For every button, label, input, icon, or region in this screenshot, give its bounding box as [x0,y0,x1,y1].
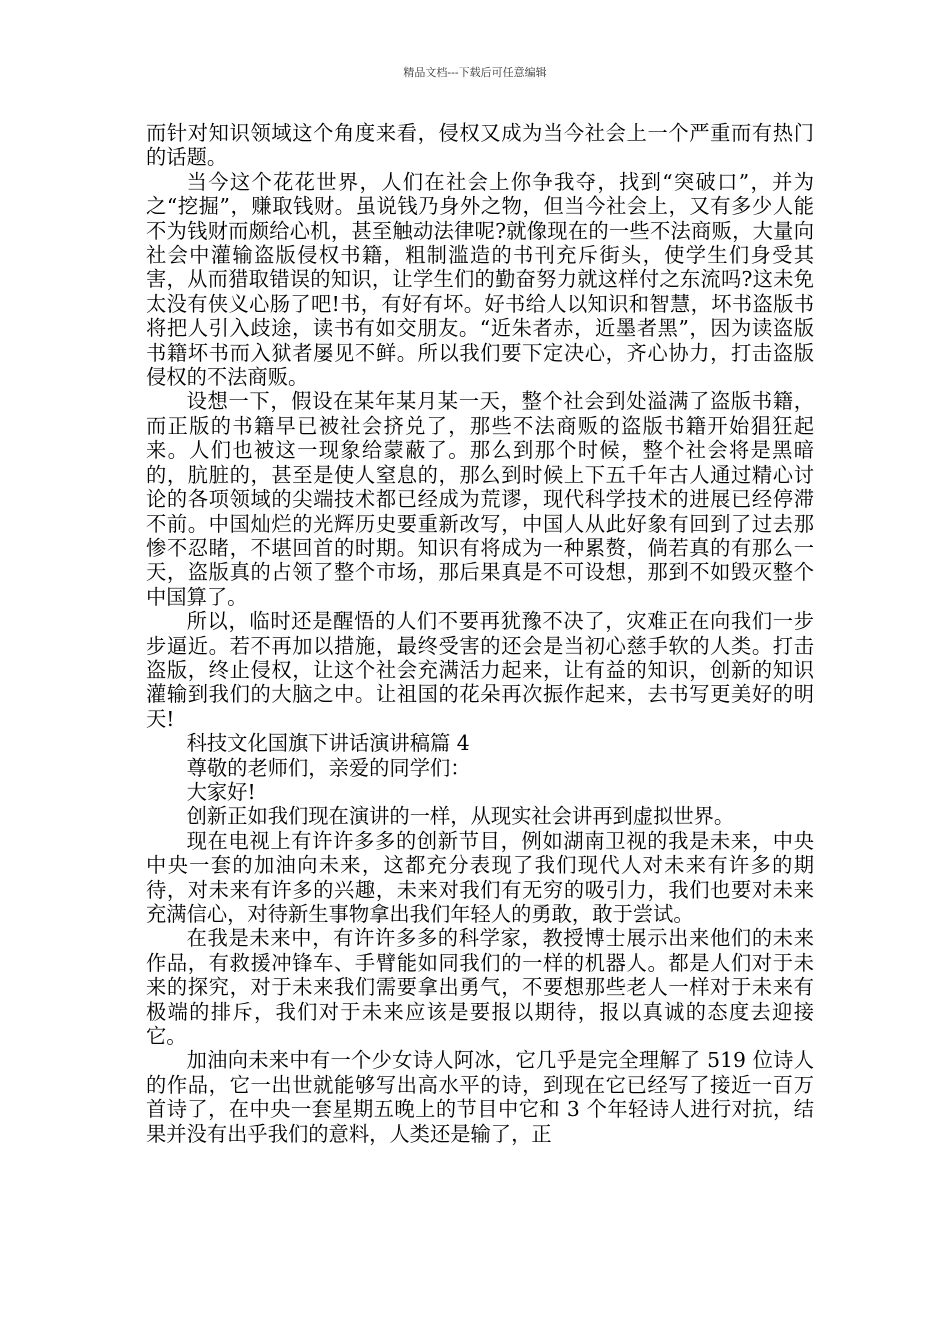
salutation: 尊敬的老师们，亲爱的同学们： [186,755,471,780]
section-title: 科技文化国旗下讲话演讲稿篇 4 [186,731,470,756]
paragraph: 而针对知识领域这个角度来看，侵权又成为当今社会上一个严重而有热门的话题。 [146,121,814,170]
paragraph: 创新正如我们现在演讲的一样，从现实社会讲再到虚拟世界。 [186,804,735,829]
paragraph: 当今这个花花世界，人们在社会上你争我夺，找到“突破口”，并为之“挖掘”，赚取钱财。虽说钱乃身外之物，但当今社会上，又有多少人能不为钱财而颇给心机，甚至触动法律呢?就像现在的一些不法商贩，大量向社会中灌输盗版侵权书籍，粗制滥造的书刊充斥街头，使学生们身受其害，从而猎取错误的知识，让学生们的勤奋努力就这样付之东流吗?这未免太没有侠义心肠了吧!书，有好有坏。好书给人以知识和智慧，坏书盗版书将把人引入歧途，读书有如交朋友。“近朱者赤，近墨者黑”，因为读盗版书籍坏书而入狱者屡见不鲜。所以我们要下定决心，齐心协力，打击盗版侵权的不法商贩。 [146,169,814,390]
paragraph: 加油向未来中有一个少女诗人阿冰，它几乎是完全理解了 519 位诗人的作品，它一出世就能够写出高水平的诗，到现在它已经写了接近一百万首诗了，在中央一套星期五晚上的节目中它和 3 个年轻诗人进行对抗，结果并没有出乎我们的意料，人类还是输了，正 [146,1048,814,1146]
paragraph: 设想一下，假设在某年某月某一天，整个社会到处溢满了盗版书籍，而正版的书籍早已被社会挤兑了，那些不法商贩的盗版书籍开始猖狂起来。人们也被这一现象给蒙蔽了。那么到那个时候，整个社会将是黑暗的，肮脏的，甚至是使人窒息的，那么到时候上下五千年古人通过精心讨论的各项领域的尖端技术都已经成为荒谬，现代科学技术的进展已经停滞不前。中国灿烂的光辉历史要重新改写，中国人从此好象有回到了过去那惨不忍睹，不堪回首的时期。知识有将成为一种累赘，倘若真的有那么一天，盗版真的占领了整个市场，那后果真是不可设想，那到不如毁灭整个中国算了。 [146,389,814,609]
document-body [146,121,814,1146]
page-header: 精品文档---下载后可任意编辑 [403,66,547,79]
paragraph: 现在电视上有许许多多的创新节目，例如湖南卫视的我是未来，中央中央一套的加油向未来，这都充分表现了我们现代人对未来有许多的期待，对未来有许多的兴趣，未来对我们有无穷的吸引力，我们也要对未来充满信心，对待新生事物拿出我们年轻人的勇敢，敢于尝试。 [146,828,814,926]
paragraph: 所以，临时还是醒悟的人们不要再犹豫不决了，灾难正在向我们一步步逼近。若不再加以措施，最终受害的还会是当初心慈手软的人类。打击盗版，终止侵权，让这个社会充满活力起来，让有益的知识，创新的知识灌输到我们的大脑之中。让祖国的花朵再次振作起来，去书写更美好的明天! [146,609,814,731]
greeting: 大家好! [186,779,256,804]
paragraph: 在我是未来中，有许许多多的科学家，教授博士展示出来他们的未来作品，有救援冲锋车、手臂能如同我们的一样的机器人。都是人们对于未来的探究，对于未来我们需要拿出勇气，不要想那些老人一样对于未来有极端的排斥，我们对于未来应该是要报以期待，报以真诚的态度去迎接它。 [146,926,814,1049]
